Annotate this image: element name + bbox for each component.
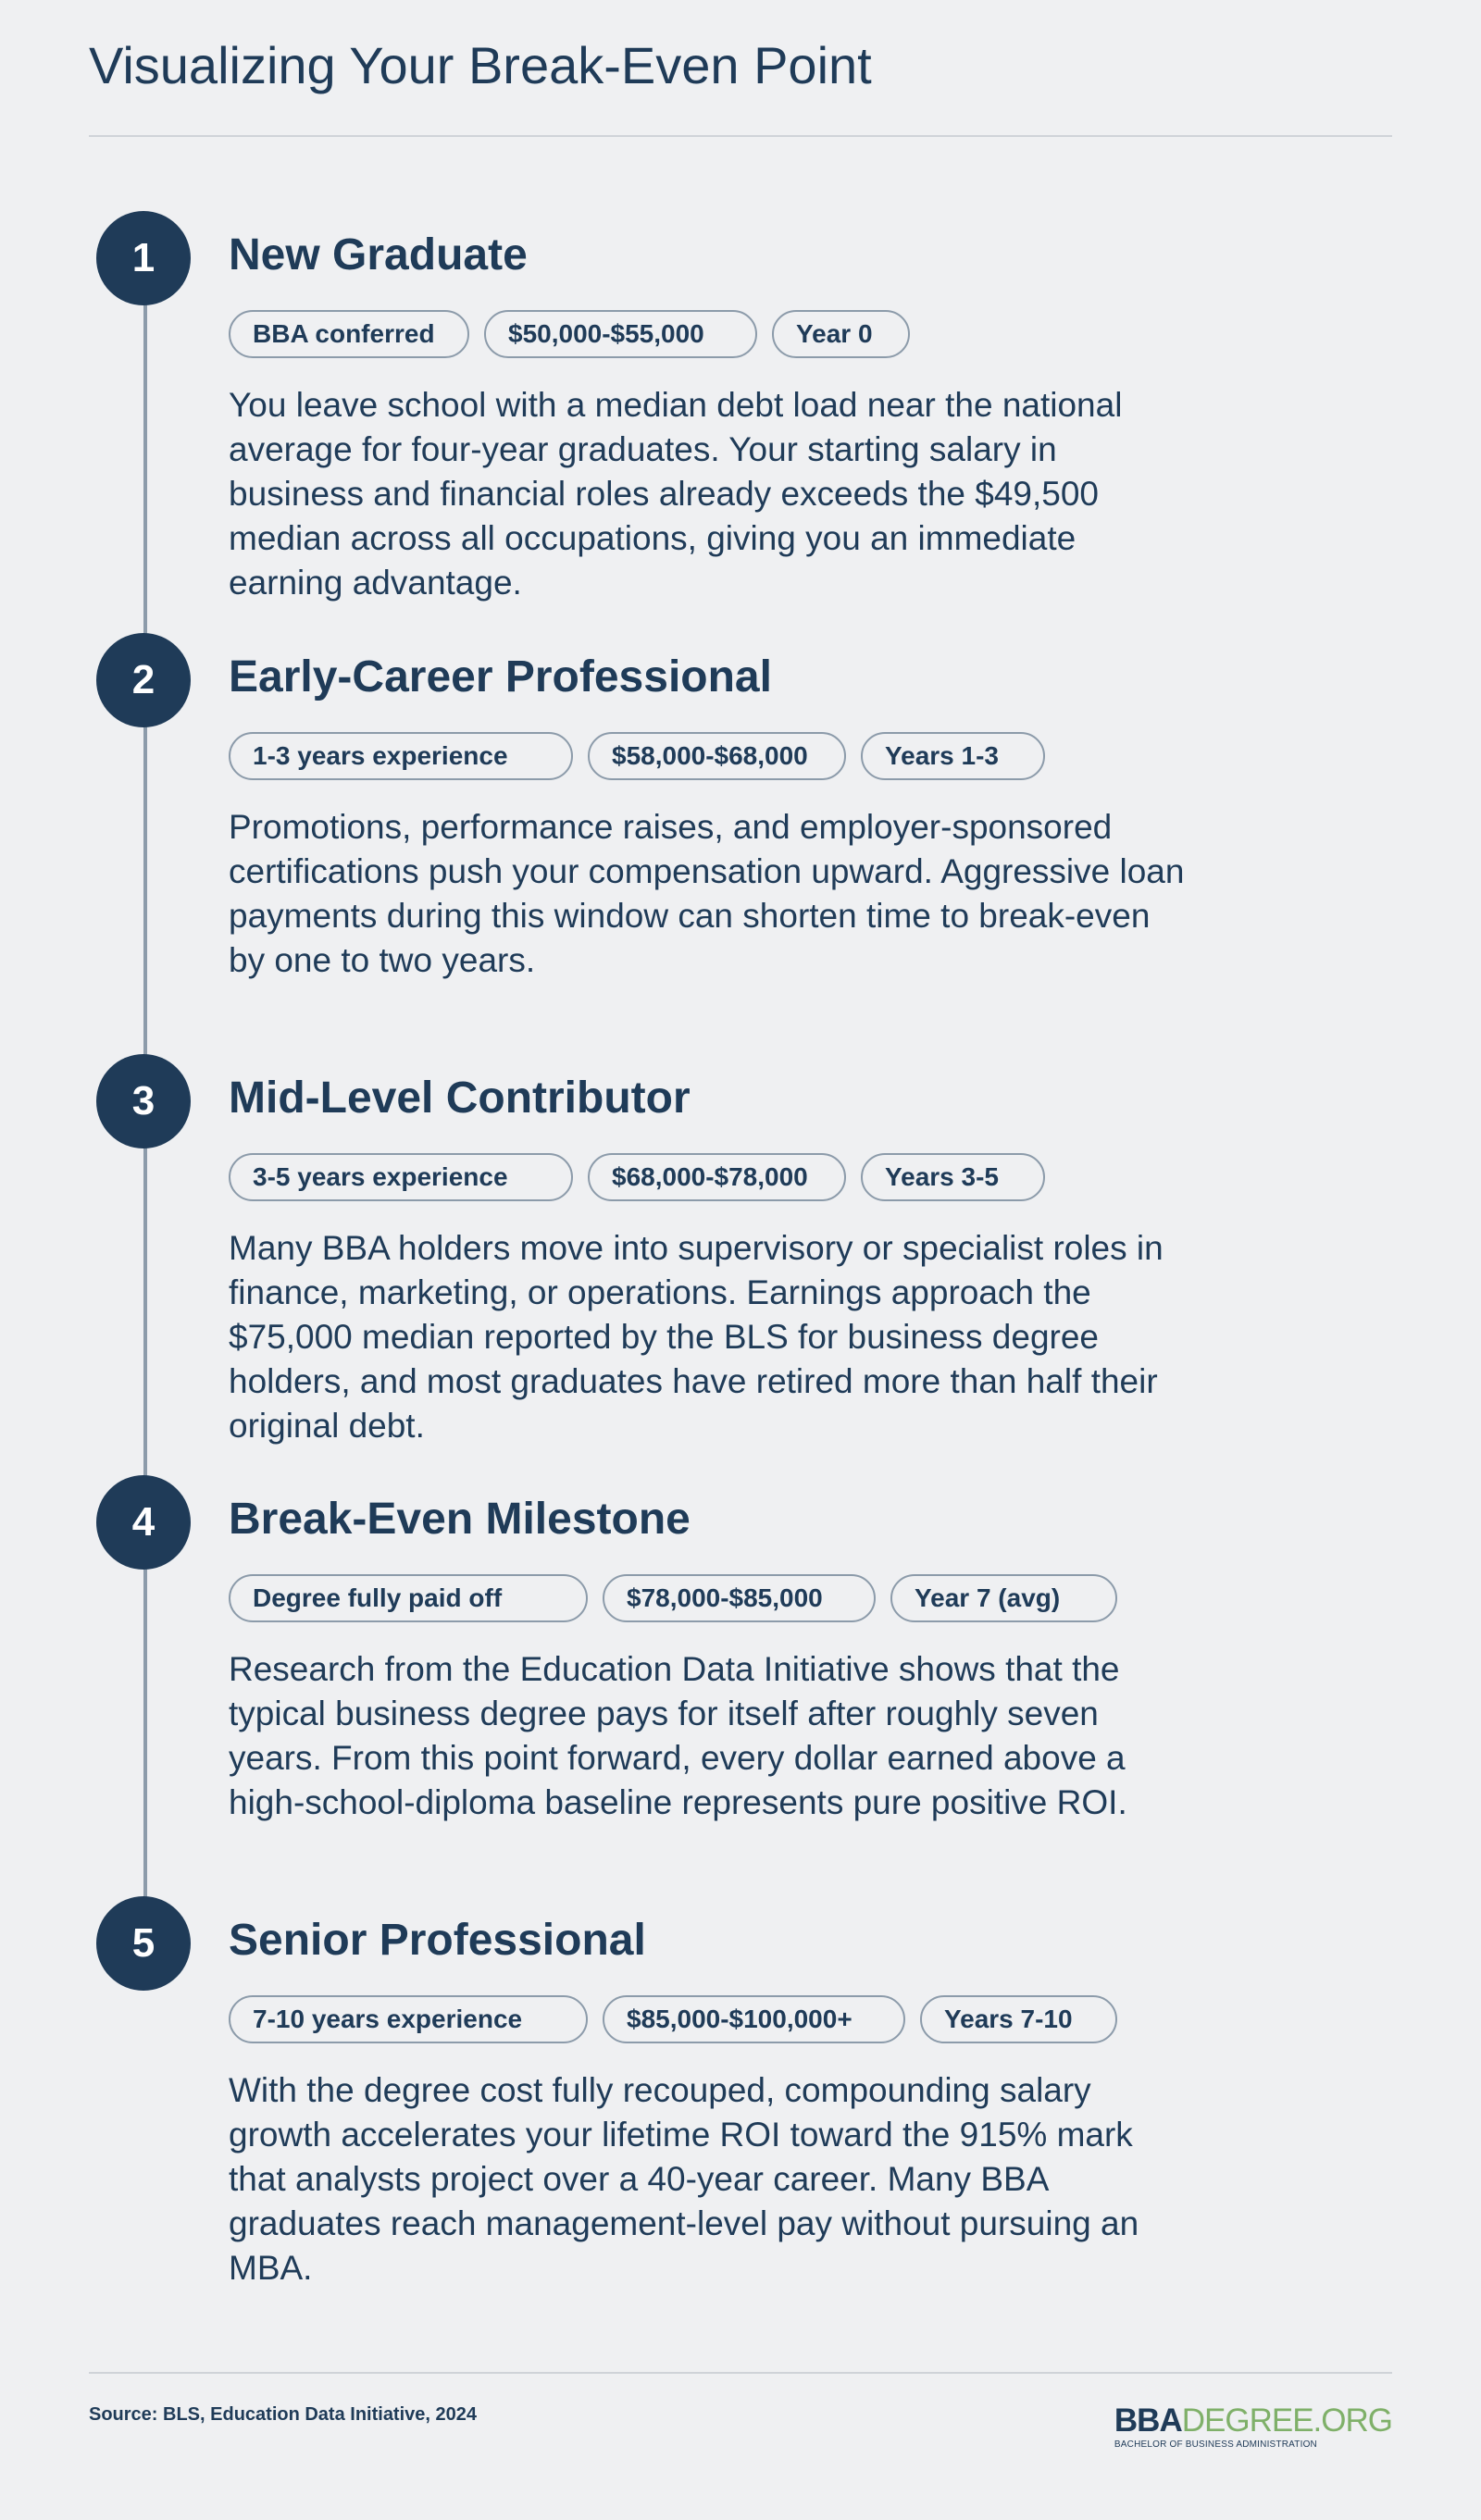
step-tags <box>229 1153 1045 1201</box>
step-description: Many BBA holders move into supervisory or specialist roles in finance, marketing, or operations. Earnings approach the $75,000 median reported by the BLS for business degree holders, and most graduates have retired more than half their original debt. <box>229 1229 1164 1445</box>
tag-salary: $78,000-$85,000 <box>603 1574 876 1622</box>
step-title: Early-Career Professional <box>229 652 772 701</box>
logo-degree-text: DEGREE.ORG <box>1181 2402 1392 2439</box>
step-number-badge: 3 <box>96 1054 191 1148</box>
logo-tagline: BACHELOR OF BUSINESS ADMINISTRATION <box>1114 2439 1317 2450</box>
tag-milestone: 3-5 years experience <box>229 1153 573 1201</box>
tag-timeframe: Years 1-3 <box>861 732 1045 780</box>
bbadegree-logo <box>1114 2404 1392 2450</box>
step-description: Promotions, performance raises, and employer-sponsored certifications push your compensation upward. Aggressive loan payments during this window can shorten time to break-even by one to two years. <box>229 808 1185 979</box>
step-description: With the degree cost fully recouped, compounding salary growth accelerates your lifetime ROI toward the 915% mark that analysts project over a 40-year career. Many BBA graduates reach management-level pay without pursuing an MBA. <box>229 2071 1139 2287</box>
tag-timeframe: Years 3-5 <box>861 1153 1045 1201</box>
step-tags <box>229 732 1045 780</box>
tag-milestone: BBA conferred <box>229 310 469 358</box>
step-title: Senior Professional <box>229 1916 646 1965</box>
tag-milestone: 7-10 years experience <box>229 1995 588 2043</box>
tag-milestone: Degree fully paid off <box>229 1574 588 1622</box>
footer-divider <box>89 2372 1392 2374</box>
step-title: New Graduate <box>229 230 528 279</box>
tag-milestone: 1-3 years experience <box>229 732 573 780</box>
logo-wordmark <box>1114 2404 1392 2438</box>
tag-salary: $50,000-$55,000 <box>484 310 757 358</box>
step-number-badge: 4 <box>96 1475 191 1570</box>
tag-timeframe: Year 7 (avg) <box>890 1574 1117 1622</box>
source-citation: Source: BLS, Education Data Initiative, 2024 <box>89 2404 478 2425</box>
tag-timeframe: Years 7-10 <box>920 1995 1117 2043</box>
step-number-badge: 2 <box>96 633 191 727</box>
step-tags <box>229 1574 1117 1622</box>
step-description: Research from the Education Data Initiative shows that the typical business degree pays for itself after roughly seven years. From this point forward, every dollar earned above a high-school-diploma baseline represents pure positive ROI. <box>229 1650 1127 1821</box>
page-title: Visualizing Your Break-Even Point <box>89 36 872 94</box>
logo-bba-text: BBA <box>1114 2402 1182 2439</box>
tag-salary: $85,000-$100,000+ <box>603 1995 905 2043</box>
step-number-badge: 1 <box>96 211 191 305</box>
step-description: You leave school with a median debt load near the national average for four-year graduates. Your starting salary in business and financial roles already exceeds the $49,500 median across all occupations, giving you an immediate earning advantage. <box>229 386 1123 602</box>
step-tags <box>229 310 910 358</box>
tag-salary: $58,000-$68,000 <box>588 732 846 780</box>
tag-salary: $68,000-$78,000 <box>588 1153 846 1201</box>
step-number-badge: 5 <box>96 1896 191 1991</box>
step-tags <box>229 1995 1117 2043</box>
step-title: Break-Even Milestone <box>229 1495 691 1544</box>
header-divider <box>89 135 1392 137</box>
tag-timeframe: Year 0 <box>772 310 910 358</box>
step-title: Mid-Level Contributor <box>229 1074 691 1123</box>
